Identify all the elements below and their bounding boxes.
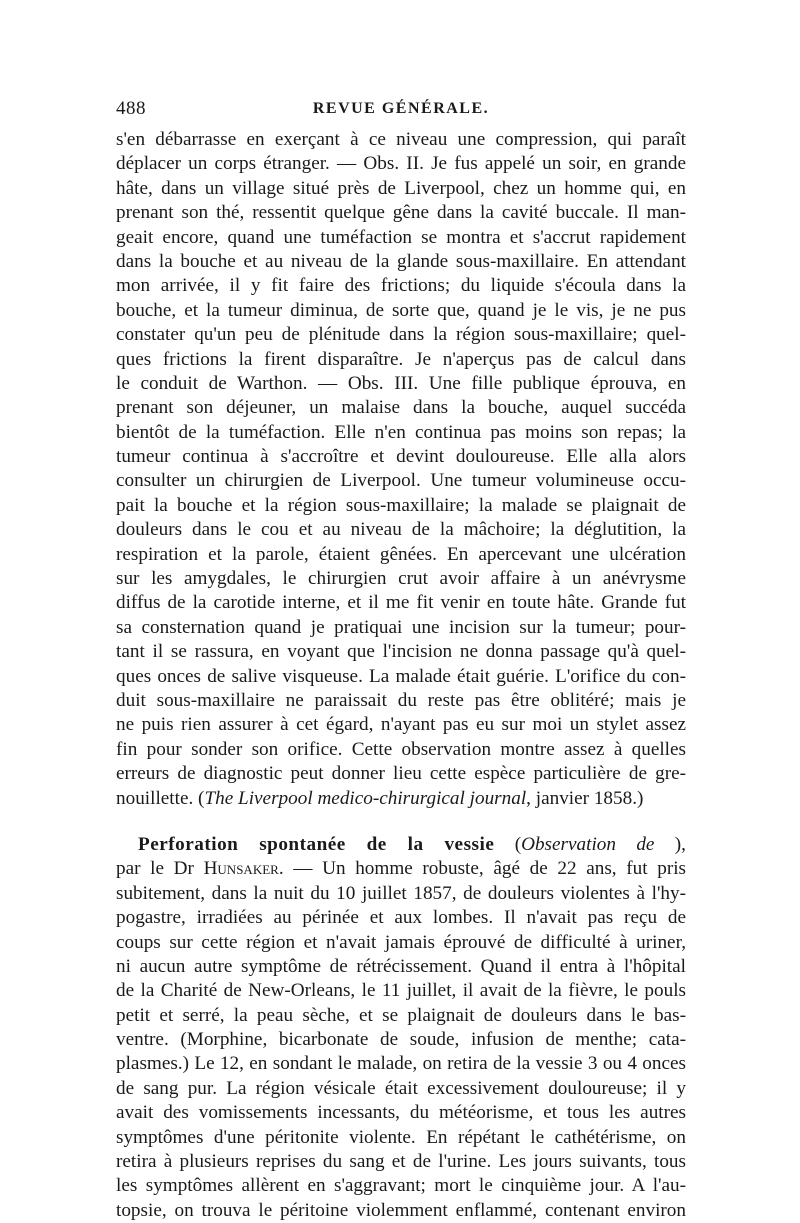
page-number: 488 [116, 98, 146, 119]
paragraph-line: symptômes d'une péritonite violente. En répétant le cathétérisme, on [116, 1126, 686, 1148]
paragraph-gap [116, 811, 686, 833]
paragraph-line: sa consternation quand je pratiquai une incision sur la tumeur; pour- [116, 616, 686, 638]
author-name: Hunsaker [203, 858, 279, 880]
text-run: par le Dr [116, 858, 204, 880]
paragraph-line: petit et serré, la peau sèche, et se plaignait de douleurs dans le bas- [116, 1004, 686, 1026]
paragraph-line: topsie, on trouva le péritoine violemment enflammé, contenant environ [116, 1199, 686, 1221]
paragraph-line: de la Charité de New-Orleans, le 11 juillet, il avait de la fièvre, le pouls [116, 980, 686, 1002]
text-run: . — Un homme robuste, âgé de 22 ans, fut pris [278, 858, 687, 880]
paragraph-line: les symptômes allèrent en s'aggravant; mort le cinquième jour. A l'au- [116, 1175, 686, 1197]
paragraph-line: constater qu'un peu de plénitude dans la région sous-maxillaire; quel- [116, 324, 686, 346]
paragraph-line: le conduit de Warthon. — Obs. III. Une fille publique éprouva, en [116, 372, 686, 394]
paragraph-line: respiration et la parole, étaient gênées. En apercevant une ulcération [116, 543, 686, 565]
paragraph-line: diffus de la carotide interne, et il me fit venir en toute hâte. Grande fut [116, 592, 686, 614]
section-heading: Perforation spontanée de la vessie [138, 833, 495, 855]
text-run: , janvier 1858.) [526, 787, 644, 809]
text-run: nouillette. ( [116, 787, 205, 809]
paragraph-line: fin pour sonder son orifice. Cette observation montre assez à quelles [116, 738, 686, 760]
paragraph-line: douleurs dans le cou et au niveau de la mâchoire; la déglutition, la [116, 519, 686, 541]
paragraph-line: prenant son thé, ressentit quelque gêne dans la cavité buccale. Il man- [116, 202, 686, 224]
page-header [116, 98, 686, 126]
paragraph-parotid-observations [116, 128, 686, 787]
paragraph-line [116, 787, 686, 811]
paragraph-line: pogastre, irradiées au périnée et aux lombes. Il n'avait pas reçu de [116, 907, 686, 929]
paragraph-line: dans la bouche et au niveau de la glande sous-maxillaire. En attendant [116, 250, 686, 272]
text-run: ( [494, 833, 522, 855]
text-run: ), [654, 833, 686, 855]
byline-line [116, 857, 686, 881]
observation-label: Observation de [521, 833, 655, 855]
section-heading-line [116, 833, 686, 857]
paragraph-line: ne puis rien assurer à cet égard, n'ayant pas eu sur moi un stylet assez [116, 714, 686, 736]
paragraph-line: tumeur continua à s'accroître et devint douloureuse. Elle alla alors [116, 446, 686, 468]
paragraph-line: s'en débarrasse en exerçant à ce niveau une compression, qui paraît [116, 129, 686, 150]
paragraph-line: tant il se rassura, en voyant que l'incision ne donna passage qu'à quel- [116, 641, 686, 663]
paragraph-line: ventre. (Morphine, bicarbonate de soude, infusion de menthe; cata- [116, 1029, 686, 1051]
journal-citation: The Liverpool medico-chirurgical journal [204, 787, 527, 809]
paragraph-line: duit sous-maxillaire ne paraissait du reste pas être oblitéré; mais je [116, 689, 686, 711]
paragraph-line: de sang pur. La région vésicale était excessivement douloureuse; il y [116, 1077, 686, 1099]
paragraph-line: subitement, dans la nuit du 10 juillet 1857, de douleurs violentes à l'hy- [116, 882, 686, 904]
paragraph-line: mon arrivée, il y fit faire des frictions; du liquide s'écoula dans la [116, 275, 686, 297]
paragraph-line: consulter un chirurgien de Liverpool. Une tumeur volumineuse occu- [116, 470, 686, 492]
paragraph-line: déplacer un corps étranger. — Obs. II. Je fus appelé un soir, en grande [116, 153, 686, 175]
paragraph-line: ni aucun autre symptôme de rétrécissement. Quand il entra à l'hôpital [116, 955, 686, 977]
paragraph-line: ques onces de salive visqueuse. La malade était guérie. L'orifice du con- [116, 665, 686, 687]
paragraph-line: erreurs de diagnostic peut donner lieu cette espèce particulière de gre- [116, 763, 686, 785]
paragraph-line: bouche, et la tumeur diminua, de sorte que, quand je le vis, je ne pus [116, 299, 686, 321]
paragraph-line: prenant son déjeuner, un malaise dans la bouche, auquel succéda [116, 397, 686, 419]
paragraph-line: hâte, dans un village situé près de Liverpool, chez un homme qui, en [116, 177, 686, 199]
paragraph-line: sur les amygdales, le chirurgien crut avoir affaire à un anévrysme [116, 568, 686, 590]
paragraph-line: avait des vomissements incessants, du météorisme, et tous les autres [116, 1102, 686, 1124]
page-body [116, 128, 686, 1223]
paragraph-line: coups sur cette région et n'avait jamais éprouvé de difficulté à uriner, [116, 931, 686, 953]
paragraph-bladder-perforation [116, 882, 686, 1223]
running-title: REVUE GÉNÉRALE. [312, 100, 490, 117]
paragraph-line: ques frictions la firent disparaître. Je n'aperçus pas de calcul dans [116, 348, 686, 370]
paragraph-line: retira à plusieurs reprises du sang et de l'urine. Les jours suivants, tous [116, 1151, 686, 1173]
paragraph-line: plasmes.) Le 12, en sondant le malade, on retira de la vessie 3 ou 4 onces [116, 1053, 686, 1075]
paragraph-line: bientôt de la tuméfaction. Elle n'en continua pas moins son repas; la [116, 421, 686, 443]
paragraph-line: geait encore, quand une tuméfaction se montra et s'accrut rapidement [116, 226, 686, 248]
paragraph-line: pait la bouche et la région sous-maxillaire; la malade se plaignait de [116, 494, 686, 516]
